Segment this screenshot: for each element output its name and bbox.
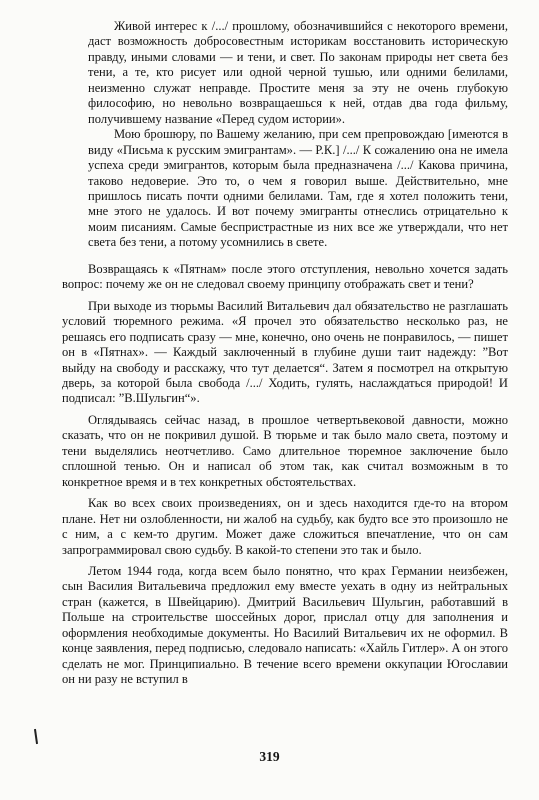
quoted-letter xyxy=(88,19,508,251)
text-column xyxy=(62,19,508,688)
page-number: 319 xyxy=(259,749,280,764)
paragraph-4: Как во всех своих произведениях, он и здесь находится где-то на втором плане. Нет ни озлобленности, ни жалоб на судьбу, как будто все это произошло не с ним, а с кем-то другим. Может даже сложиться впечатление, что он сам запрограммировал свою судьбу. В какой-то степени это так и было. xyxy=(62,496,508,557)
paragraph-1: Возвращаясь к «Пятнам» после этого отступления, невольно хочется задать вопрос: почему же он не следовал своему принципу отображать свет и тени? xyxy=(62,261,508,292)
paragraph-3: Оглядываясь сейчас назад, в прошлое четвертьвековой давности, можно сказать, что он не покривил душой. В тюрьме и так было мало света, поэтому и тени выделялись неотчетливо. Само длительное тюремное заключение было сплошной тенью. Он и написал об этом так, как считал возможным в то конкретное время и в тех конкретных обстоятельствах. xyxy=(62,412,508,489)
quote-paragraph-1: Живой интерес к /.../ прошлому, обозначившийся с некоторого времени, даст возможность добросовестным историкам восстановить историческую правду, иными словами — и тени, и свет. По законам природы нет света без тени, а те, кто рисует или одной черной тушью, или одними белилами, неизменно служат неправде. Простите меня за эту не очень глубокую философию, но невольно возвращаешься к ней, отдав два года фильму, получившему название «Перед судом истории». xyxy=(88,19,508,126)
quote-paragraph-2: Мою брошюру, по Вашему желанию, при сем препровождаю [имеются в виду «Письма к русским эмигрантам». — Р.К.] /.../ К сожалению она не имела успеха среди эмигрантов, которым была предназначена /.../ Какова причина, таково недоверие. Это то, о чем я говорил выше. Действительно, мне пришлось писать почти одними белилами. Там, где я хотел положить тени, мне этого не удалось. И вот почему эмигранты отнеслись отрицательно к моим писаниям. Самые беспристрастные из них все же утверждали, что нет света без тени, а потому усомнились в свете. xyxy=(88,127,508,250)
margin-pen-mark xyxy=(34,729,38,744)
paragraph-2: При выходе из тюрьмы Василий Витальевич дал обязательство не разглашать условий тюремного режима. «Я прочел это обязательство несколько раз, не решаясь его подписать сразу — мне, конечно, оно очень не понравилось, — пишет он в «Пятнах». — Каждый заключенный в глубине души таит надежду: ”Вот выйду на свободу и расскажу, что тут делается“. Затем я посмотрел на открытую дверь, за которой была свобода /.../ Ходить, гулять, наслаждаться природой! И подписал: ”В.Шульгин“». xyxy=(62,298,508,406)
paragraph-5: Летом 1944 года, когда всем было понятно, что крах Германии неизбежен, сын Василия Витальевича предложил ему вместе уехать в одну из нейтральных стран (кажется, в Швейцарию). Дмитрий Васильевич Шульгин, работавший в Польше на строительстве шоссейных дорог, прислал отцу для заполнения и оформления необходимые документы. Но Василий Витальевич их не оформил. В конце заявления, перед подписью, следовало написать: «Хайль Гитлер». А он этого сделать не мог. Принципиально. В течение всего времени оккупации Югославии он ни разу не вступил в xyxy=(62,563,508,687)
